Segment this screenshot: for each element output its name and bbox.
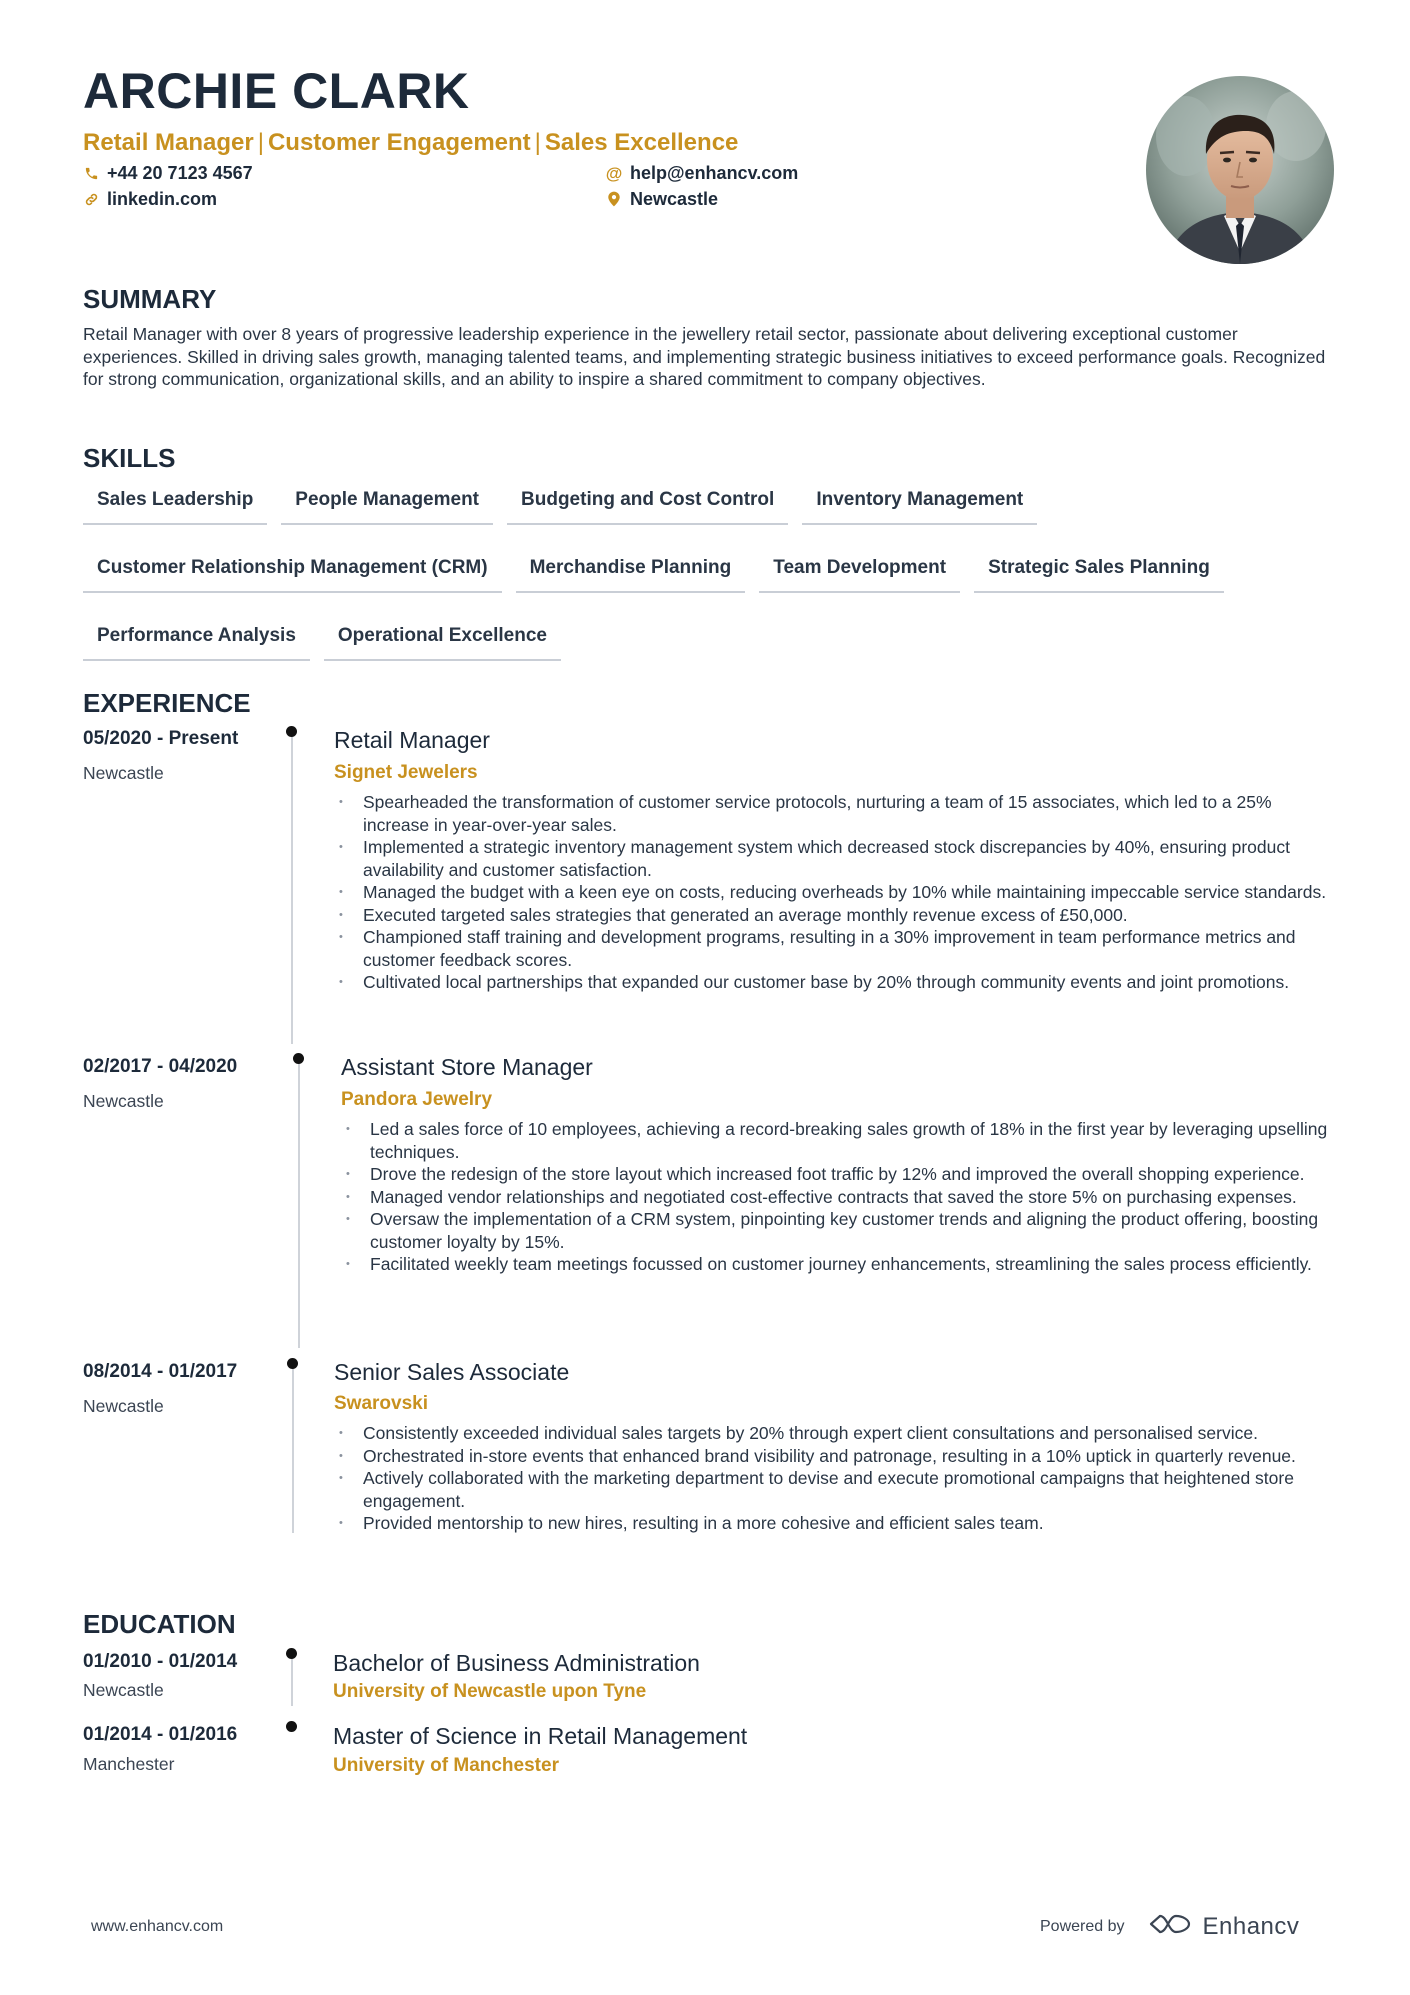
timeline-dot (286, 1721, 297, 1732)
list-item: • Spearheaded the transformation of customer service protocols, nurturing a team of 15 associates, which led to a 25% increase in year-over-year sales. (334, 791, 1334, 836)
section-title-summary: SUMMARY (83, 284, 217, 314)
headline-separator: | (534, 129, 541, 156)
skill-tag: Operational Excellence (324, 614, 561, 661)
list-item: • Led a sales force of 10 employees, achieving a record-breaking sales growth of 18% in the first year by leveraging upselling techniques. (341, 1118, 1334, 1163)
job-bullets (334, 791, 1334, 994)
list-item: • Consistently exceeded individual sales targets by 20% through expert client consultations and personalised service. (334, 1422, 1334, 1445)
education-location: Newcastle (83, 1680, 164, 1700)
company-name: Signet Jewelers (334, 762, 478, 783)
job-dates: 05/2020 - Present (83, 728, 239, 749)
list-item: • Orchestrated in-store events that enhanced brand visibility and patronage, resulting in a 10% uptick in quarterly revenue. (334, 1445, 1334, 1468)
footer-website[interactable]: www.enhancv.com (91, 1918, 224, 1935)
job-title: Retail Manager (334, 727, 490, 753)
skill-tag: People Management (281, 478, 493, 525)
phone-number[interactable]: +44 20 7123 4567 (107, 163, 253, 183)
timeline-line (298, 1058, 300, 1348)
timeline-line (291, 1652, 293, 1706)
timeline-line (292, 1363, 294, 1533)
section-title-skills: SKILLS (83, 443, 176, 473)
contact-linkedin (83, 190, 217, 208)
list-item: • Drove the redesign of the store layout which increased foot traffic by 12% and improved the overall shopping experience. (341, 1163, 1334, 1186)
timeline-line (291, 730, 293, 1044)
list-item: • Facilitated weekly team meetings focussed on customer journey enhancements, streamlining the sales process efficiently. (341, 1253, 1334, 1276)
enhancv-logo-icon (1147, 1912, 1193, 1941)
skills-row (83, 478, 1333, 525)
linkedin-link[interactable]: linkedin.com (107, 189, 218, 209)
skill-tag: Sales Leadership (83, 478, 267, 525)
timeline-dot (293, 1053, 304, 1064)
job-location: Newcastle (83, 763, 164, 783)
brand-name: Enhancv (1202, 1912, 1300, 1940)
skill-tag: Customer Relationship Management (CRM) (83, 546, 502, 593)
job-location: Newcastle (83, 1091, 164, 1111)
timeline-dot (286, 726, 297, 737)
list-item: • Cultivated local partnerships that expanded our customer base by 20% through community events and joint promotions. (334, 971, 1334, 994)
skills-list (83, 478, 1333, 682)
at-icon: @ (605, 163, 623, 183)
contact-email (606, 164, 798, 182)
headline-separator: | (257, 129, 264, 156)
list-item: • Managed the budget with a keen eye on costs, reducing overheads by 10% while maintaining impeccable service standards. (334, 881, 1334, 904)
job-title: Senior Sales Associate (334, 1359, 570, 1385)
email-address[interactable]: help@enhancv.com (630, 163, 799, 183)
profile-photo (1146, 76, 1334, 264)
headline (83, 131, 738, 155)
company-name: Swarovski (334, 1393, 428, 1414)
list-item: • Provided mentorship to new hires, resulting in a more cohesive and efficient sales team. (334, 1512, 1334, 1535)
list-item: • Managed vendor relationships and negotiated cost-effective contracts that saved the store 5% on purchasing expenses. (341, 1186, 1334, 1209)
degree-title: Bachelor of Business Administration (333, 1650, 700, 1676)
list-item: • Actively collaborated with the marketing department to devise and execute promotional campaigns that heightened store engagement. (334, 1467, 1334, 1512)
list-item: • Executed targeted sales strategies that generated an average monthly revenue excess of £50,000. (334, 904, 1334, 927)
timeline-dot (286, 1648, 297, 1659)
job-location: Newcastle (83, 1396, 164, 1416)
headline-part: Sales Excellence (544, 129, 739, 156)
education-dates: 01/2010 - 01/2014 (83, 1651, 238, 1672)
skill-tag: Performance Analysis (83, 614, 310, 661)
brand-logo[interactable] (1147, 1912, 1300, 1941)
education-location: Manchester (83, 1754, 175, 1774)
skills-row (83, 614, 1333, 661)
list-item: • Implemented a strategic inventory management system which decreased stock discrepancies by 40%, ensuring product availability and customer satisfaction. (334, 836, 1334, 881)
section-title-experience: EXPERIENCE (83, 688, 251, 718)
education-dates: 01/2014 - 01/2016 (83, 1724, 238, 1745)
skill-tag: Inventory Management (802, 478, 1037, 525)
footer-branding (1040, 1912, 1299, 1941)
summary-text: Retail Manager with over 8 years of progressive leadership experience in the jewellery retail sector, passionate about delivering exceptional customer experiences. Skilled in driving sales growth, managing talented teams, and implementing strategic business initiatives to exceed performance goals. Recognized for strong communication, organizational skills, and an ability to inspire a shared commitment to company objectives. (83, 324, 1326, 389)
school-name: University of Newcastle upon Tyne (333, 1681, 647, 1702)
degree-title: Master of Science in Retail Management (333, 1723, 748, 1749)
section-title-education: EDUCATION (83, 1609, 236, 1639)
list-item: • Championed staff training and development programs, resulting in a 30% improvement in team performance metrics and customer feedback scores. (334, 926, 1334, 971)
location-text: Newcastle (630, 189, 719, 209)
contact-phone (83, 164, 253, 182)
school-name: University of Manchester (333, 1755, 559, 1776)
job-dates: 02/2017 - 04/2020 (83, 1056, 238, 1077)
skills-row (83, 546, 1333, 593)
location-pin-icon (606, 191, 622, 207)
link-icon (83, 191, 99, 207)
phone-icon (83, 165, 99, 181)
powered-by-label: Powered by (1040, 1917, 1125, 1935)
job-bullets (334, 1422, 1334, 1535)
job-bullets (341, 1118, 1334, 1276)
contact-location (606, 190, 718, 208)
skill-tag: Merchandise Planning (516, 546, 746, 593)
headline-part: Retail Manager (83, 129, 254, 156)
skill-tag: Team Development (759, 546, 960, 593)
candidate-name: ARCHIE CLARK (83, 63, 470, 119)
timeline-dot (287, 1358, 298, 1369)
job-title: Assistant Store Manager (341, 1054, 593, 1080)
company-name: Pandora Jewelry (341, 1089, 493, 1110)
headline-part: Customer Engagement (267, 129, 531, 156)
job-dates: 08/2014 - 01/2017 (83, 1361, 238, 1382)
list-item: • Oversaw the implementation of a CRM system, pinpointing key customer trends and aligning the product offering, boosting customer loyalty by 15%. (341, 1208, 1334, 1253)
skill-tag: Strategic Sales Planning (974, 546, 1224, 593)
skill-tag: Budgeting and Cost Control (507, 478, 788, 525)
